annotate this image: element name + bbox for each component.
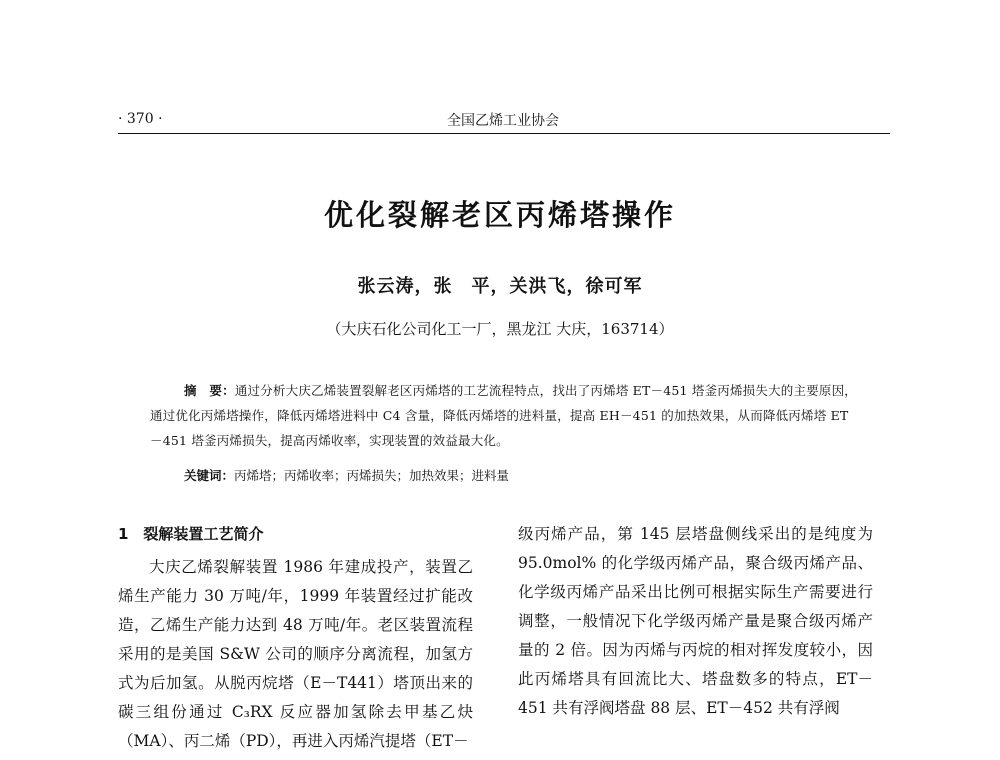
abstract-text: 通过分析大庆乙烯装置裂解老区丙烯塔的工艺流程特点，找出了丙烯塔 ET－451 塔釜丙烯损失大的主要原因，通过优化丙烯塔操作，降低丙烯塔进料中 C4 含量，降低丙烯塔的进料量，提高 EH－451 的加热效果，从而降低丙烯塔 ET－451 塔釜丙烯损失，提高丙烯收率，实现装置的效益最大化。 (150, 383, 857, 448)
keywords (184, 466, 844, 484)
right-column (518, 520, 873, 723)
author-list: 张云涛，张 平，关洪飞，徐可军 (357, 276, 643, 297)
left-paragraph: 大庆乙烯裂解装置 1986 年建成投产，装置乙烯生产能力 30 万吨/年，1999 年装置经过扩能改造，乙烯生产能力达到 48 万吨/年。老区装置流程采用的是美国 S&W 公司的顺序分离流程，加氢方式为后加氢。从脱丙烷塔（E－T441）塔顶出来的碳三组份通过 C₃RX 反应器加氢除去甲基乙炔（MA）、丙二烯（PD），再进入丙烯汽提塔（ET－ (118, 558, 473, 750)
journal-name: 全国乙烯工业协会 (447, 113, 559, 129)
abstract-label: 摘 要： (184, 383, 235, 398)
running-header (118, 107, 888, 133)
header-rule (118, 133, 890, 134)
section-heading: 1 裂解装置工艺简介 (118, 525, 264, 543)
page-number: · 370 · (118, 111, 163, 127)
paper-title: 优化裂解老区丙烯塔操作 (323, 198, 676, 232)
keywords-text: 丙烯塔；丙烯收率；丙烯损失；加热效果；进料量 (234, 468, 510, 483)
right-paragraph: 级丙烯产品，第 145 层塔盘侧线采出的是纯度为 95.0mol% 的化学级丙烯产品，聚合级丙烯产品、化学级丙烯产品采出比例可根据实际生产需要进行调整，一般情况下化学级丙烯产量是聚合级丙烯产量的 2 倍。因为丙烯与丙烷的相对挥发度较小，因此丙烯塔具有回流比大、塔盘数多的特点，ET－451 共有浮阀塔盘 88 层、ET－452 共有浮阀 (518, 525, 873, 717)
affiliation: （大庆石化公司化工一厂，黑龙江 大庆，163714） (326, 320, 674, 338)
left-column (118, 520, 473, 756)
keywords-label: 关键词： (184, 468, 235, 483)
abstract (150, 378, 860, 453)
